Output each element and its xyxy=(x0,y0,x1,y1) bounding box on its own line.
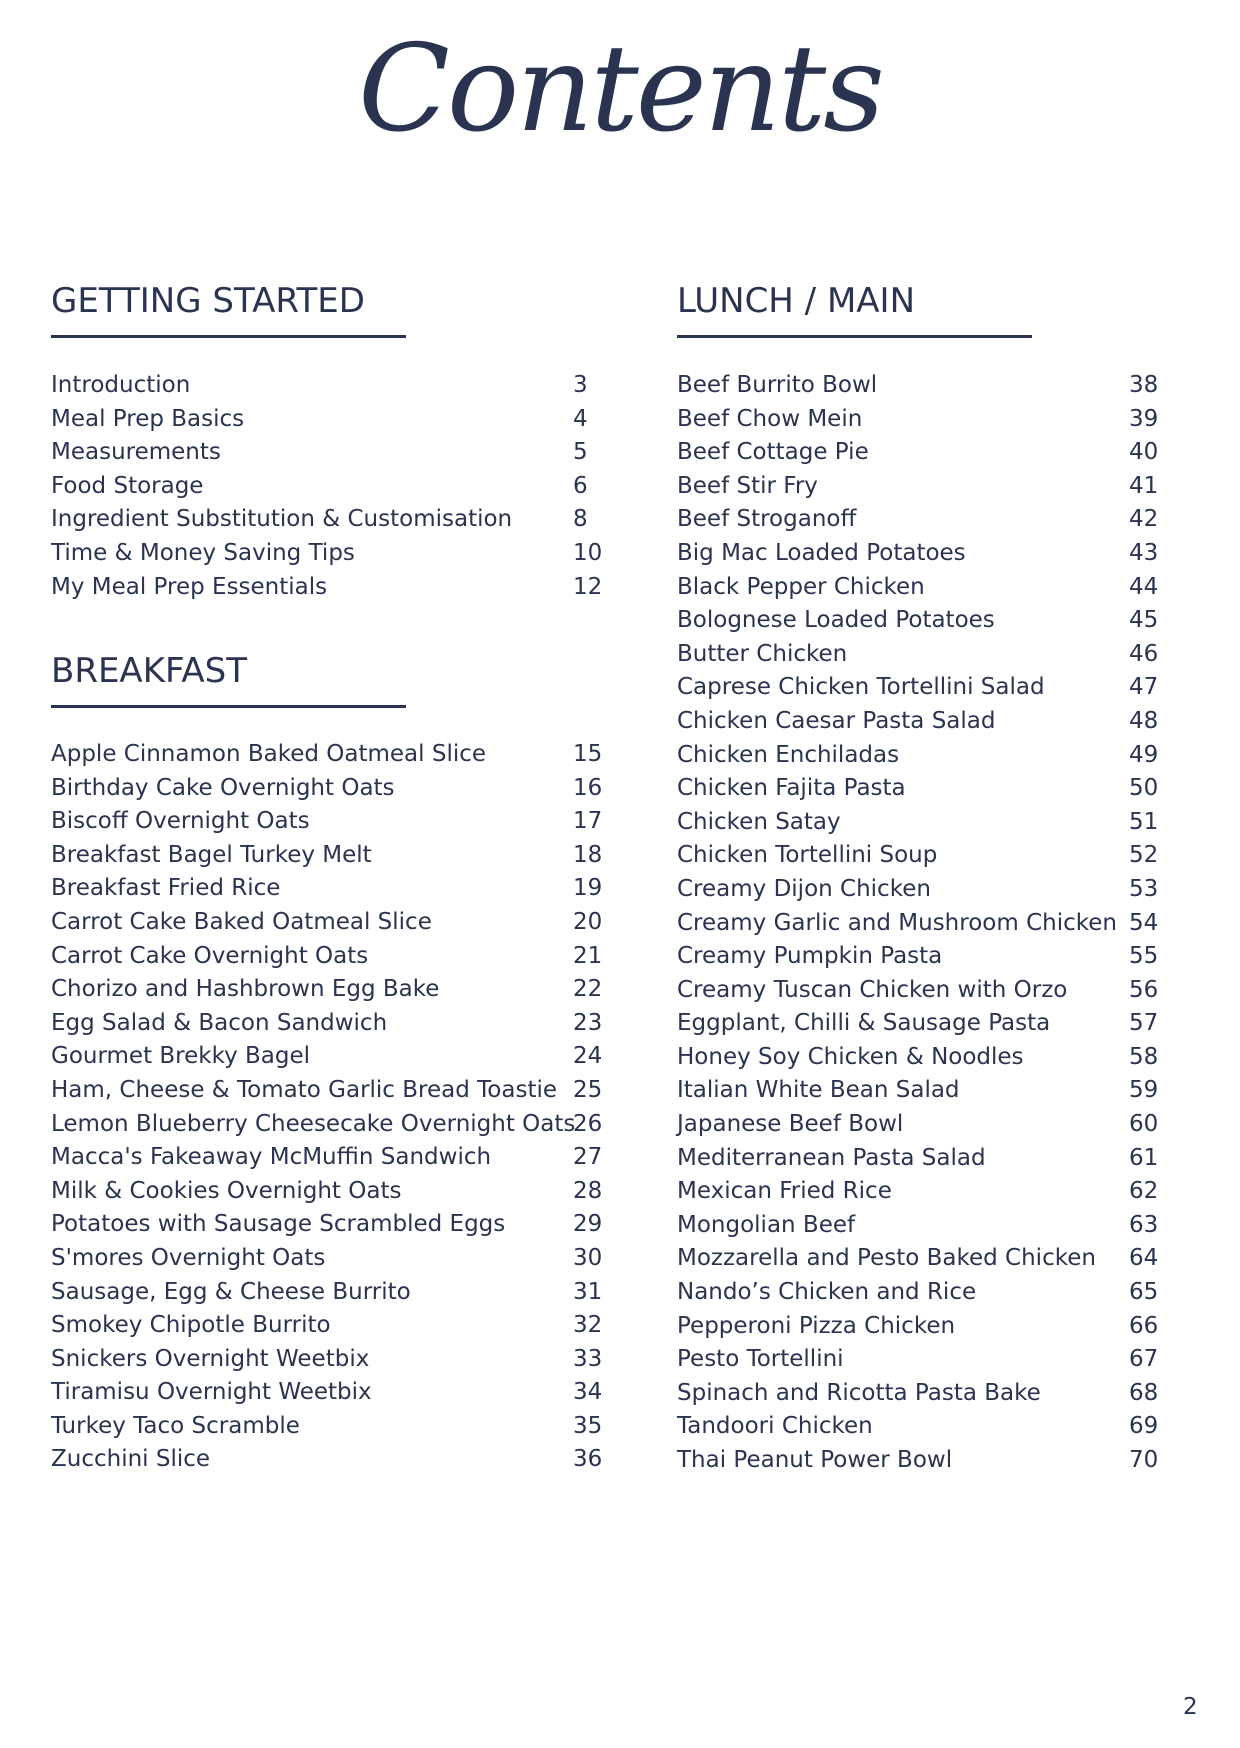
toc-entry-title: Carrot Cake Baked Oatmeal Slice xyxy=(51,908,432,935)
toc-entry-title: Creamy Pumpkin Pasta xyxy=(677,943,943,970)
toc-entry-page-number: 3 xyxy=(573,372,588,398)
toc-entry-title: Breakfast Bagel Turkey Melt xyxy=(51,841,372,868)
toc-entry-title: Birthday Cake Overnight Oats xyxy=(51,774,395,801)
toc-entry-page-number: 39 xyxy=(1129,405,1159,432)
toc-entry-page-number: 69 xyxy=(1129,1413,1159,1440)
toc-entry-page-number: 59 xyxy=(1129,1077,1159,1104)
toc-entry-title: Thai Peanut Power Bowl xyxy=(677,1447,953,1473)
toc-entry-page-number: 55 xyxy=(1129,943,1159,970)
toc-entry-page-number: 46 xyxy=(1129,640,1159,667)
toc-entry-title: Smokey Chipotle Burrito xyxy=(51,1312,331,1339)
section-heading-breakfast: BREAKFAST xyxy=(51,651,248,691)
toc-entry-title: Spinach and Ricotta Pasta Bake xyxy=(677,1379,1041,1406)
toc-entry-page-number: 42 xyxy=(1129,506,1159,533)
toc-entry-title: Lemon Blueberry Cheesecake Overnight Oats xyxy=(51,1110,576,1137)
toc-entry-page-number: 49 xyxy=(1129,741,1159,768)
toc-entry-title: Time & Money Saving Tips xyxy=(51,539,355,566)
toc-entry-title: Mongolian Beef xyxy=(677,1211,856,1238)
toc-entry-page-number: 30 xyxy=(573,1244,603,1271)
toc-entry-page-number: 62 xyxy=(1129,1178,1159,1205)
toc-entry-page-number: 53 xyxy=(1129,875,1159,902)
toc-entry-page-number: 36 xyxy=(573,1446,603,1473)
toc-entry-title: Butter Chicken xyxy=(677,640,848,667)
toc-entry-title: Creamy Tuscan Chicken with Orzo xyxy=(677,976,1068,1003)
toc-entry-title: Measurements xyxy=(51,439,221,466)
toc-entry-page-number: 23 xyxy=(573,1009,603,1036)
section-divider xyxy=(51,335,406,338)
toc-entry-page-number: 60 xyxy=(1129,1111,1159,1138)
toc-entry-page-number: 22 xyxy=(573,976,603,1003)
toc-entry-title: Beef Chow Mein xyxy=(677,405,863,432)
toc-entry-page-number: 56 xyxy=(1129,976,1159,1003)
toc-entry-page-number: 12 xyxy=(573,573,603,600)
toc-entry-page-number: 54 xyxy=(1129,909,1159,936)
toc-entry-title: Zucchini Slice xyxy=(51,1446,211,1473)
section-divider xyxy=(677,335,1032,338)
toc-entry-title: Black Pepper Chicken xyxy=(677,573,925,600)
toc-entry-page-number: 41 xyxy=(1129,472,1159,499)
toc-entry-page-number: 61 xyxy=(1129,1144,1159,1171)
toc-entry-page-number: 43 xyxy=(1129,539,1159,566)
toc-entry-page-number: 4 xyxy=(573,405,588,432)
toc-entry-title: Meal Prep Basics xyxy=(51,405,245,432)
toc-entry-page-number: 24 xyxy=(573,1043,603,1070)
toc-entry-title: Tandoori Chicken xyxy=(677,1413,873,1440)
toc-entry-page-number: 8 xyxy=(573,506,588,533)
toc-entry-page-number: 15 xyxy=(573,741,603,767)
toc-entry-page-number: 68 xyxy=(1129,1379,1159,1406)
toc-entry-title: Chicken Enchiladas xyxy=(677,741,900,768)
toc-entry-page-number: 27 xyxy=(573,1144,603,1171)
toc-entry-page-number: 18 xyxy=(573,841,603,868)
toc-entry-page-number: 10 xyxy=(573,539,603,566)
toc-entry-title: Honey Soy Chicken & Noodles xyxy=(677,1043,1024,1070)
toc-entry-title: Chicken Fajita Pasta xyxy=(677,775,906,802)
toc-entry-title: Ingredient Substitution & Customisation xyxy=(51,506,513,533)
toc-entry-page-number: 26 xyxy=(573,1110,603,1137)
toc-entry-page-number: 64 xyxy=(1129,1245,1159,1272)
toc-entry-page-number: 70 xyxy=(1129,1447,1159,1473)
toc-entry-title: Chicken Caesar Pasta Salad xyxy=(677,707,996,734)
toc-entry-page-number: 20 xyxy=(573,908,603,935)
toc-entry-title: Egg Salad & Bacon Sandwich xyxy=(51,1009,388,1036)
toc-entry-title: Bolognese Loaded Potatoes xyxy=(677,607,995,634)
section-heading-getting-started: GETTING STARTED xyxy=(51,281,365,321)
toc-entry-title: Mediterranean Pasta Salad xyxy=(677,1144,986,1171)
toc-entry-page-number: 40 xyxy=(1129,439,1159,466)
toc-entry-title: Chicken Satay xyxy=(677,808,841,835)
toc-entry-title: My Meal Prep Essentials xyxy=(51,573,328,600)
toc-entry-title: Gourmet Brekky Bagel xyxy=(51,1043,311,1070)
toc-entry-title: Beef Burrito Bowl xyxy=(677,372,878,398)
toc-entry-page-number: 33 xyxy=(573,1345,603,1372)
toc-entry-page-number: 31 xyxy=(573,1278,603,1305)
page-title: Contents xyxy=(358,20,882,159)
toc-entry-page-number: 17 xyxy=(573,808,603,835)
toc-entry-page-number: 21 xyxy=(573,942,603,969)
toc-entry-title: Japanese Beef Bowl xyxy=(677,1111,904,1138)
toc-entry-title: Big Mac Loaded Potatoes xyxy=(677,539,966,566)
toc-entry-title: Introduction xyxy=(51,372,191,398)
toc-entry-page-number: 52 xyxy=(1129,842,1159,869)
toc-entry-title: Breakfast Fried Rice xyxy=(51,875,281,902)
toc-entry-title: Pepperoni Pizza Chicken xyxy=(677,1312,956,1339)
page-number: 2 xyxy=(1183,1694,1198,1720)
toc-entry-title: Eggplant, Chilli & Sausage Pasta xyxy=(677,1010,1051,1037)
toc-entry-page-number: 67 xyxy=(1129,1346,1159,1373)
toc-entry-title: Creamy Dijon Chicken xyxy=(677,875,931,902)
toc-entry-page-number: 65 xyxy=(1129,1279,1159,1306)
toc-entry-title: Biscoff Overnight Oats xyxy=(51,808,310,835)
toc-entry-title: Nando’s Chicken and Rice xyxy=(677,1279,977,1306)
toc-entry-title: Turkey Taco Scramble xyxy=(51,1412,300,1439)
toc-entry-page-number: 47 xyxy=(1129,674,1159,701)
toc-entry-page-number: 50 xyxy=(1129,775,1159,802)
section-heading-lunch-main: LUNCH / MAIN xyxy=(677,281,915,321)
toc-entry-page-number: 44 xyxy=(1129,573,1159,600)
toc-entry-title: Caprese Chicken Tortellini Salad xyxy=(677,674,1045,701)
toc-entry-title: Milk & Cookies Overnight Oats xyxy=(51,1177,402,1204)
toc-entry-title: Sausage, Egg & Cheese Burrito xyxy=(51,1278,411,1305)
toc-entry-page-number: 66 xyxy=(1129,1312,1159,1339)
toc-entry-title: Carrot Cake Overnight Oats xyxy=(51,942,369,969)
toc-entry-page-number: 51 xyxy=(1129,808,1159,835)
toc-entry-page-number: 6 xyxy=(573,472,588,499)
toc-entry-title: Beef Stir Fry xyxy=(677,472,818,499)
toc-entry-page-number: 38 xyxy=(1129,372,1159,398)
toc-entry-title: Pesto Tortellini xyxy=(677,1346,844,1373)
toc-entry-page-number: 29 xyxy=(573,1211,603,1238)
toc-entry-page-number: 48 xyxy=(1129,707,1159,734)
toc-entry-title: Beef Cottage Pie xyxy=(677,439,869,466)
toc-entry-page-number: 5 xyxy=(573,439,588,466)
toc-entry-page-number: 32 xyxy=(573,1312,603,1339)
section-divider xyxy=(51,705,406,708)
toc-entry-page-number: 28 xyxy=(573,1177,603,1204)
toc-entry-title: Italian White Bean Salad xyxy=(677,1077,960,1104)
toc-entry-page-number: 16 xyxy=(573,774,603,801)
toc-entry-page-number: 63 xyxy=(1129,1211,1159,1238)
toc-entry-title: Mexican Fried Rice xyxy=(677,1178,892,1205)
toc-entry-title: Snickers Overnight Weetbix xyxy=(51,1345,370,1372)
toc-entry-title: Beef Stroganoff xyxy=(677,506,857,533)
toc-entry-page-number: 34 xyxy=(573,1379,603,1406)
toc-entry-page-number: 45 xyxy=(1129,607,1159,634)
toc-entry-page-number: 35 xyxy=(573,1412,603,1439)
toc-entry-title: Potatoes with Sausage Scrambled Eggs xyxy=(51,1211,506,1238)
toc-entry-title: Creamy Garlic and Mushroom Chicken xyxy=(677,909,1117,936)
toc-entry-title: Chicken Tortellini Soup xyxy=(677,842,938,869)
toc-entry-page-number: 57 xyxy=(1129,1010,1159,1037)
toc-entry-page-number: 19 xyxy=(573,875,603,902)
toc-entry-title: Mozzarella and Pesto Baked Chicken xyxy=(677,1245,1096,1272)
toc-entry-page-number: 25 xyxy=(573,1076,603,1103)
toc-entry-page-number: 58 xyxy=(1129,1043,1159,1070)
toc-entry-title: Ham, Cheese & Tomato Garlic Bread Toastie xyxy=(51,1076,557,1103)
toc-entry-title: Tiramisu Overnight Weetbix xyxy=(51,1379,372,1406)
toc-entry-title: Food Storage xyxy=(51,472,204,499)
toc-entry-title: Chorizo and Hashbrown Egg Bake xyxy=(51,976,440,1003)
toc-entry-title: Macca's Fakeaway McMuffin Sandwich xyxy=(51,1144,492,1171)
toc-entry-title: S'mores Overnight Oats xyxy=(51,1244,326,1271)
toc-entry-title: Apple Cinnamon Baked Oatmeal Slice xyxy=(51,741,487,767)
